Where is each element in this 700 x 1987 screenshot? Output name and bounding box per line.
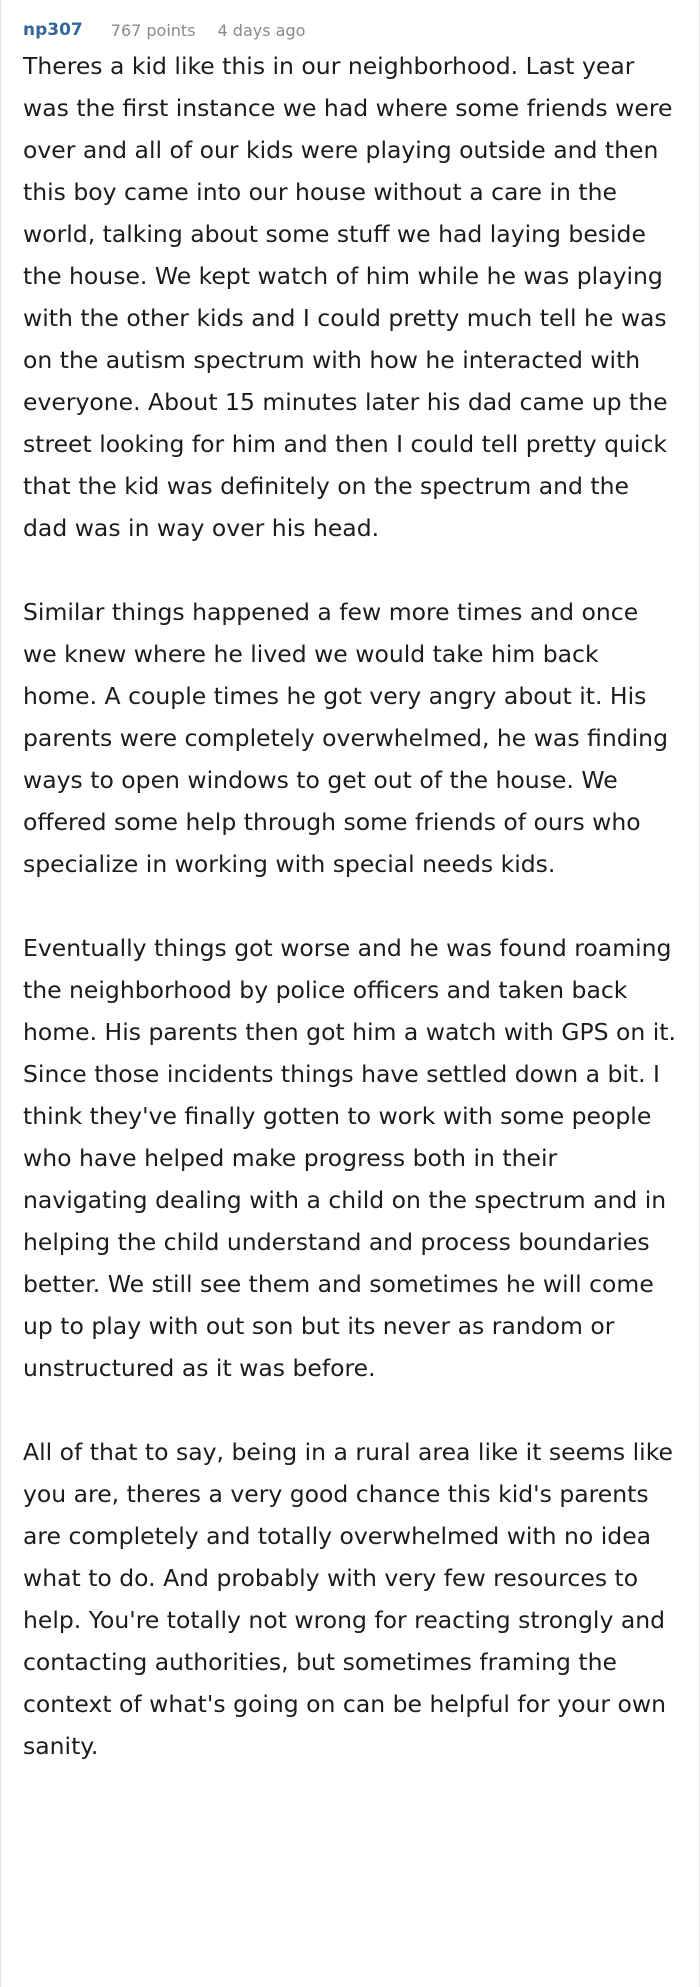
comment-author-link[interactable]: np307 [23, 20, 83, 40]
comment-paragraph: Eventually things got worse and he was found roaming the neighborhood by police officers and taken back home. His parents then got him a watch with GPS on it. Since those incidents things have settled down a bit. I think they've finally gotten to work with some people who have helped make progress both in their navigating dealing with a child on the spectrum and in helping the child understand and process boundaries better. We still see them and sometimes he will come up to play with out son but its never as random or unstructured as it was before. [23, 934, 676, 1382]
comment-paragraph: Similar things happened a few more times and once we knew where he lived we would take him back home. A couple times he got very angry about it. His parents were completely overwhelmed, he was finding ways to open windows to get out of the house. We offered some help through some friends of ours who specialize in working with special needs kids. [23, 598, 668, 878]
comment-paragraph: All of that to say, being in a rural area like it seems like you are, theres a very good chance this kid's parents are completely and totally overwhelmed with no idea what to do. And probably with very few resources to help. You're totally not wrong for reacting strongly and contacting authorities, but sometimes framing the context of what's going on can be helpful for your own sanity. [23, 1438, 673, 1760]
comment-paragraph: Theres a kid like this in our neighborhood. Last year was the first instance we had where some friends were over and all of our kids were playing outside and then this boy came into our house without a care in the world, talking about some stuff we had laying beside the house. We kept watch of him while he was playing with the other kids and I could pretty much tell he was on the autism spectrum with how he interacted with everyone. About 15 minutes later his dad came up the street looking for him and then I could tell pretty quick that the kid was definitely on the spectrum and the dad was in way over his head. [23, 52, 673, 542]
comment-timestamp: 4 days ago [217, 20, 306, 40]
comment-body [23, 45, 678, 1767]
comment-meta [23, 18, 305, 42]
comment-points: 767 points [110, 20, 196, 40]
